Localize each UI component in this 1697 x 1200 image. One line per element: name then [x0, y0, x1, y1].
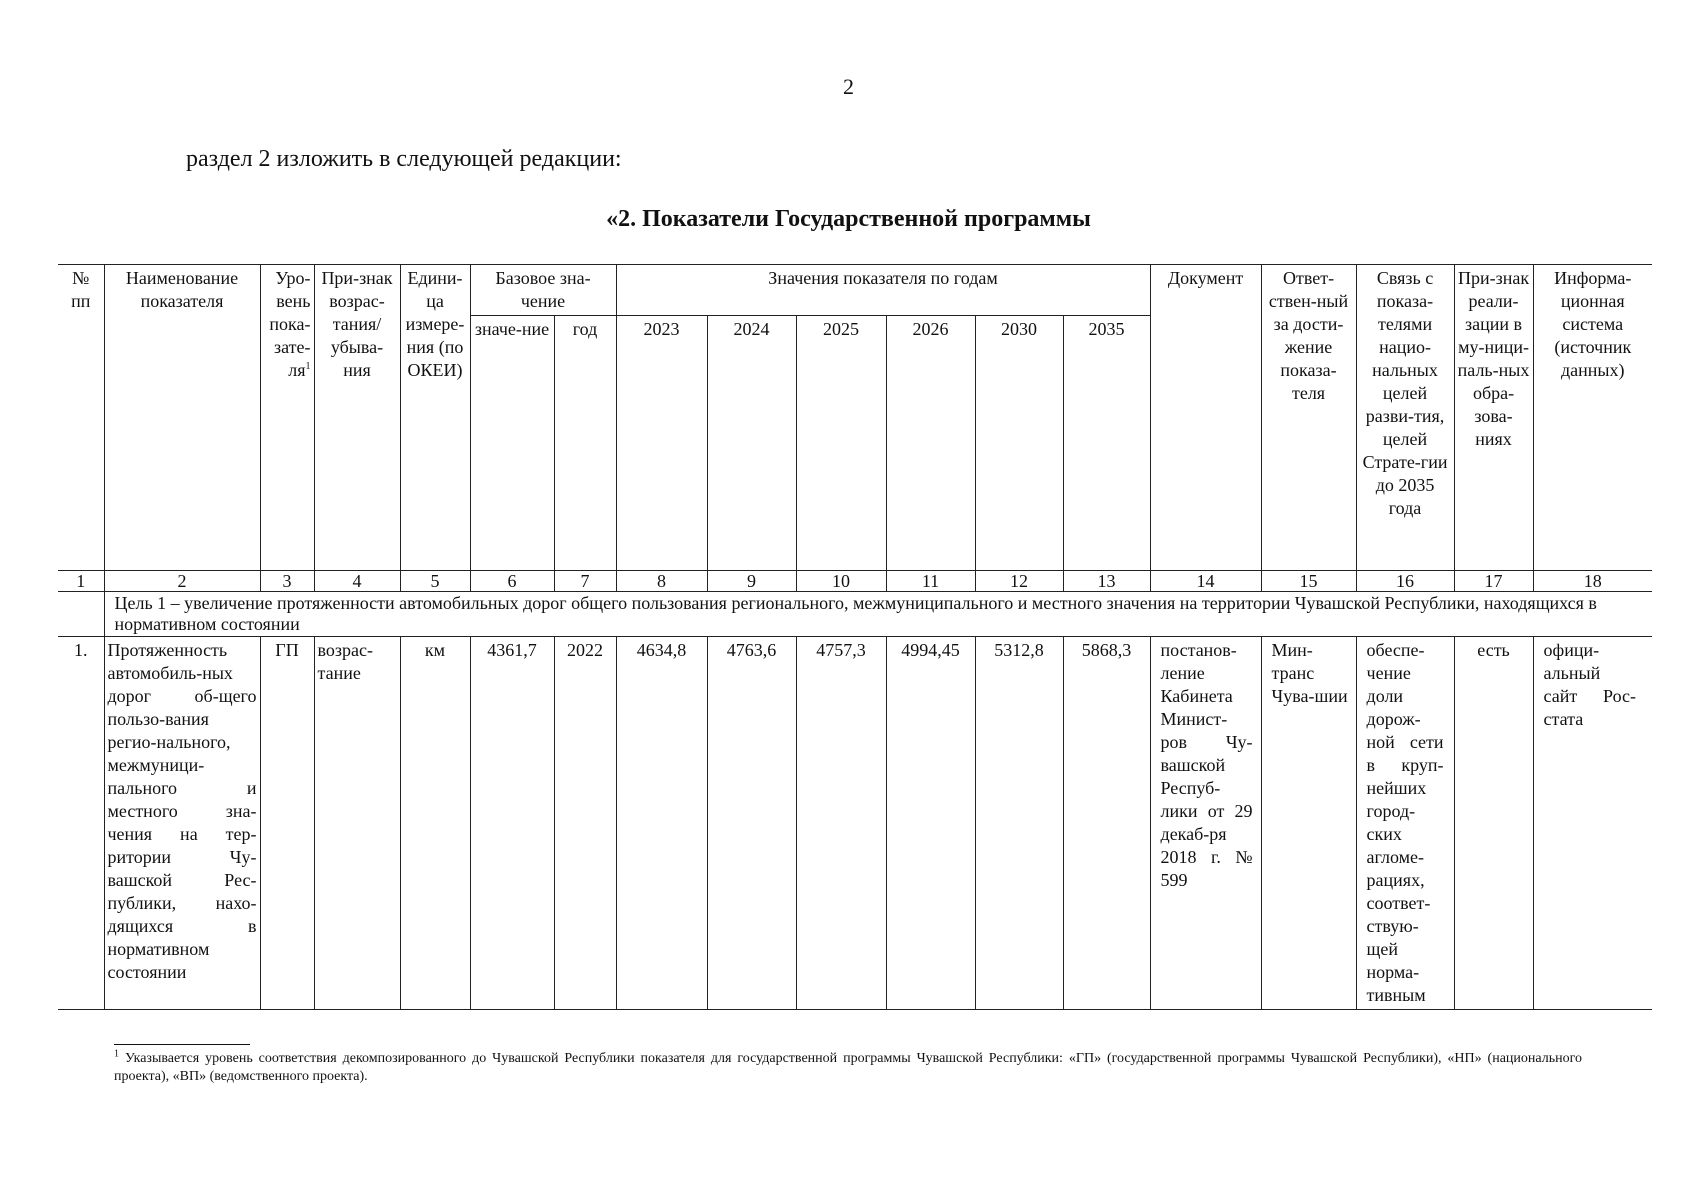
column-number: 8 — [616, 571, 707, 592]
column-number: 12 — [975, 571, 1063, 592]
row-value-2035: 5868,3 — [1063, 637, 1150, 1010]
column-number: 9 — [707, 571, 796, 592]
footnote-marker: 1 — [114, 1048, 119, 1060]
goal-row — [58, 592, 1652, 637]
row-value-2023: 4634,8 — [616, 637, 707, 1010]
footnote-divider — [114, 1044, 250, 1045]
footnote — [114, 1050, 1582, 1086]
column-number: 2 — [104, 571, 260, 592]
column-number: 10 — [796, 571, 886, 592]
header-year-2024: 2024 — [707, 316, 796, 571]
header-municipal: При-знак реали-зации в му-ници-паль-ных обра-зова-ниях — [1454, 265, 1533, 571]
row-base-year: 2022 — [554, 637, 616, 1010]
header-year-2023: 2023 — [616, 316, 707, 571]
column-number: 7 — [554, 571, 616, 592]
table-row — [58, 637, 1652, 1010]
header-base-year: год — [554, 316, 616, 571]
column-number: 13 — [1063, 571, 1150, 592]
column-number: 6 — [470, 571, 554, 592]
header-num: № пп — [58, 265, 104, 571]
header-infosystem: Информа-ционная система (источник данных) — [1533, 265, 1652, 571]
header-name: Наименование показателя — [104, 265, 260, 571]
row-num: 1. — [58, 637, 104, 1010]
row-infosystem: офици-альный сайт Рос-стата — [1533, 637, 1652, 1010]
intro-text: раздел 2 изложить в следующей редакции: — [186, 146, 622, 172]
row-level: ГП — [260, 637, 314, 1010]
row-link: обеспе-чение доли дорож-ной сети в круп-нейших город-ских агломе-рациях, соответ-ствую-щей норма-тивным — [1356, 637, 1454, 1010]
footnote-marker: 1 — [305, 361, 311, 372]
header-document: Документ — [1150, 265, 1261, 571]
header-year-2026: 2026 — [886, 316, 975, 571]
column-number: 15 — [1261, 571, 1356, 592]
header-link: Связь с показа-телями нацио-нальных целей разви-тия, целей Страте-гии до 2035 года — [1356, 265, 1454, 571]
header-year-2030: 2030 — [975, 316, 1063, 571]
page-number: 2 — [843, 74, 854, 99]
indicators-table — [58, 264, 1652, 1010]
header-trend: При-знак возрас-тания/ убыва-ния — [314, 265, 400, 571]
column-number: 14 — [1150, 571, 1261, 592]
column-number: 18 — [1533, 571, 1652, 592]
header-values-by-year: Значения показателя по годам — [616, 265, 1150, 316]
header-level: Уро-вень пока-$зате-ля^1$ — [260, 265, 314, 571]
header-row — [58, 265, 1652, 316]
row-value-2030: 5312,8 — [975, 637, 1063, 1010]
column-number: 11 — [886, 571, 975, 592]
row-unit: км — [400, 637, 470, 1010]
column-number-row — [58, 571, 1652, 592]
section-title: «2. Показатели Государственной программы — [606, 206, 1091, 232]
row-municipal: есть — [1454, 637, 1533, 1010]
goal-spacer — [58, 592, 104, 637]
footnote-text: Указывается уровень соответствия декомпозированного до Чувашской Республики показателя для государственной программы Чувашской Республики: «ГП» (государственной программы Чувашской Республики), «НП» (национального проекта), «ВП» (ведомственного проекта). — [114, 1051, 1582, 1084]
row-trend: возрас-тание — [314, 637, 400, 1010]
row-document: постанов-ление Кабинета Минист-ров Чу-вашской Респуб-лики от 29 декаб-ря 2018 г. № 599 — [1150, 637, 1261, 1010]
header-unit: Едини-ца измере-ния (по ОКЕИ) — [400, 265, 470, 571]
column-number: 16 — [1356, 571, 1454, 592]
header-year-2035: 2035 — [1063, 316, 1150, 571]
column-number: 17 — [1454, 571, 1533, 592]
row-name: Протяженность автомобиль-ных дорог об-щего пользо-вания регио-нального, межмуници-пального и местного зна-чения на тер-ритории Чу-вашской Рес-публики, нахо-дящихся в нормативном состоянии — [104, 637, 260, 1010]
row-value-2026: 4994,45 — [886, 637, 975, 1010]
header-year-2025: 2025 — [796, 316, 886, 571]
header-responsible: Ответ-ствен-ный за дости-жение показа-теля — [1261, 265, 1356, 571]
row-base-value: 4361,7 — [470, 637, 554, 1010]
column-number: 4 — [314, 571, 400, 592]
column-number: 5 — [400, 571, 470, 592]
row-responsible: Мин-транс Чува-шии — [1261, 637, 1356, 1010]
row-value-2025: 4757,3 — [796, 637, 886, 1010]
header-base: Базовое зна-чение — [470, 265, 616, 316]
header-base-value: значе-ние — [470, 316, 554, 571]
goal-text: Цель 1 – увеличение протяженности автомобильных дорог общего пользования регионального, межмуниципального и местного значения на территории Чувашской Республики, находящихся в нормативном состоянии — [104, 592, 1652, 637]
column-number: 1 — [58, 571, 104, 592]
column-number: 3 — [260, 571, 314, 592]
row-value-2024: 4763,6 — [707, 637, 796, 1010]
